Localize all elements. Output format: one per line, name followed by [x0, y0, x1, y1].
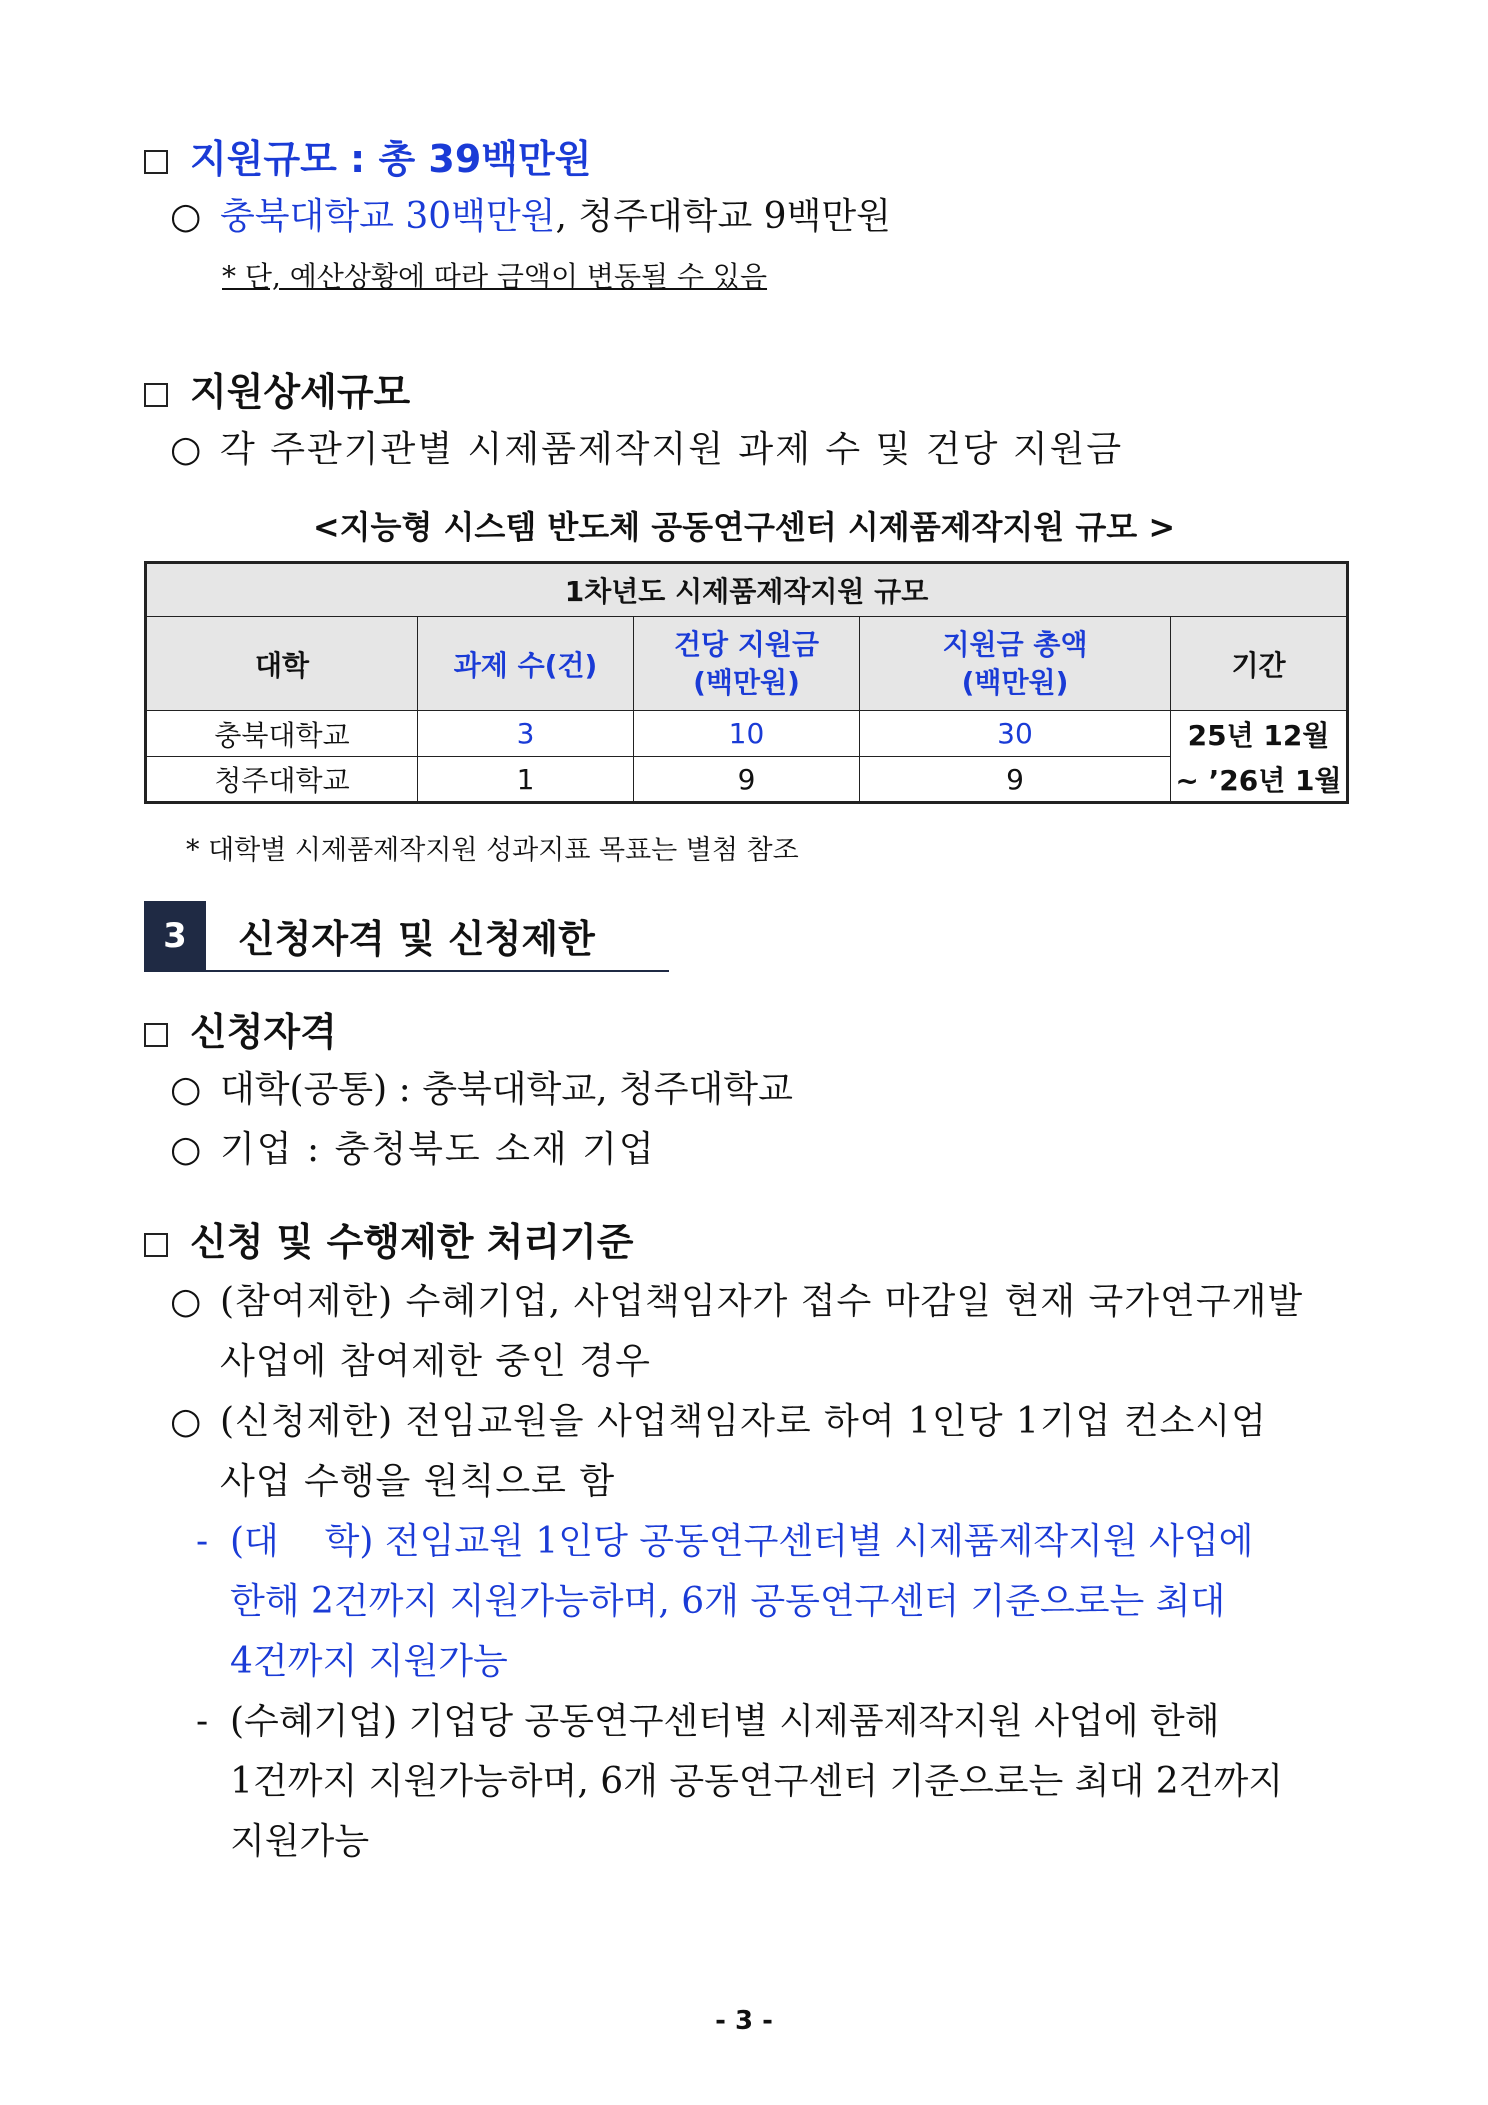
dash-company-limit-cont: 1건까지 지원가능하며, 6개 공동연구센터 기준으로는 최대 2건까지 — [230, 1761, 1283, 1802]
cell-per: 10 — [634, 711, 860, 757]
header-total-amount: 지원금 총액 (백만원) — [860, 617, 1171, 711]
checkbox-square-icon — [144, 1233, 168, 1257]
checkbox-square-icon — [144, 150, 168, 174]
bullet-application-limit-cont: 사업 수행을 원칙으로 함 — [220, 1461, 616, 1502]
header-per-project: 건당 지원금 (백만원) — [634, 617, 860, 711]
table-row — [146, 757, 1348, 803]
page-number: - 3 - — [715, 2006, 773, 2036]
dash-university-limit: - (대 학) 전임교원 1인당 공동연구센터별 시제품제작지원 사업에 — [196, 1521, 1254, 1562]
header-period: 기간 — [1171, 617, 1348, 711]
section-heading-restrictions: 신청 및 수행제한 처리기준 — [144, 1211, 633, 1266]
circle-bullet-icon: ○ — [170, 196, 202, 237]
dash-bullet-icon: - — [196, 1521, 209, 1562]
cell-count: 3 — [418, 711, 634, 757]
section-title: 신청자격 및 신청제한 — [238, 917, 595, 961]
section-heading-eligibility: 신청자격 — [144, 1001, 337, 1056]
bullet-participation-limit: ○ (참여제한) 수혜기업, 사업책임자가 접수 마감일 현재 국가연구개발 — [170, 1281, 1304, 1322]
bullet-application-limit: ○ (신청제한) 전임교원을 사업책임자로 하여 1인당 1기업 컨소시엄 — [170, 1401, 1267, 1442]
header-project-count: 과제 수(건) — [418, 617, 634, 711]
cell-period-end: ~ ’26년 1월 — [1171, 757, 1348, 803]
section-number-badge: 3 — [144, 901, 206, 971]
cell-total: 9 — [860, 757, 1171, 803]
table-footnote: * 대학별 시제품제작지원 성과지표 목표는 별첨 참조 — [186, 835, 799, 866]
circle-bullet-icon: ○ — [170, 1281, 202, 1322]
circle-bullet-icon: ○ — [170, 429, 202, 470]
budget-note: * 단, 예산상황에 따라 금액이 변동될 수 있음 — [222, 260, 768, 293]
cell-total: 30 — [860, 711, 1171, 757]
circle-bullet-icon: ○ — [170, 1401, 202, 1442]
support-scale-table — [144, 561, 1349, 804]
table-caption: <지능형 시스템 반도체 공동연구센터 시제품제작지원 규모 > — [312, 508, 1176, 546]
section-underline — [144, 970, 669, 972]
bullet-university-amounts: ○ 충북대학교 30백만원, 청주대학교 9백만원 — [170, 196, 891, 237]
cell-count: 1 — [418, 757, 634, 803]
cell-university: 청주대학교 — [146, 757, 418, 803]
dash-company-limit-cont2: 지원가능 — [230, 1821, 370, 1862]
section-heading-detail-scale: 지원상세규모 — [144, 361, 410, 416]
dash-university-limit-cont: 한해 2건까지 지원가능하며, 6개 공동연구센터 기준으로는 최대 — [230, 1581, 1226, 1622]
dash-company-limit: - (수혜기업) 기업당 공동연구센터별 시제품제작지원 사업에 한해 — [196, 1701, 1220, 1742]
cell-university: 충북대학교 — [146, 711, 418, 757]
cell-per: 9 — [634, 757, 860, 803]
bullet-eligibility-university: ○ 대학(공통) : 충북대학교, 청주대학교 — [170, 1069, 793, 1110]
bullet-eligibility-company: ○ 기업 : 충청북도 소재 기업 — [170, 1129, 656, 1170]
checkbox-square-icon — [144, 1023, 168, 1047]
checkbox-square-icon — [144, 383, 168, 407]
header-university: 대학 — [146, 617, 418, 711]
table-top-header: 1차년도 시제품제작지원 규모 — [146, 563, 1348, 617]
bullet-participation-limit-cont: 사업에 참여제한 중인 경우 — [220, 1341, 651, 1382]
circle-bullet-icon: ○ — [170, 1069, 202, 1110]
cell-period-start: 25년 12월 — [1171, 711, 1348, 757]
table-row — [146, 711, 1348, 757]
dash-bullet-icon: - — [196, 1701, 209, 1742]
dash-university-limit-cont2: 4건까지 지원가능 — [230, 1641, 508, 1682]
section-heading-support-scale: 지원규모 : 총 39백만원 — [144, 128, 591, 183]
bullet-detail-desc: ○ 각 주관기관별 시제품제작지원 과제 수 및 건당 지원금 — [170, 429, 1124, 470]
circle-bullet-icon: ○ — [170, 1129, 202, 1170]
